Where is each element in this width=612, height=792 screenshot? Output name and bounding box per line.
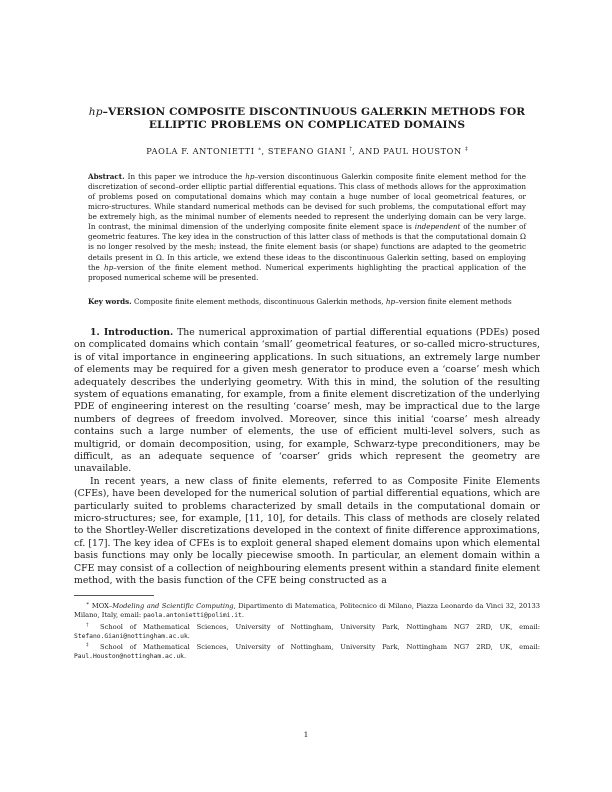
keywords-hp: hp xyxy=(385,296,396,306)
footnote-2-text: School of Mathematical Sciences, University of Nottingham, University Park, Nottingham NG7 2RD, UK, email: xyxy=(100,623,540,632)
footnote-2-end: . xyxy=(187,631,190,640)
footnote-1-email[interactable]: paola.antonietti@polimi.it xyxy=(143,612,242,620)
author-and: AND xyxy=(358,145,381,156)
footnote-2-email[interactable]: Stefano.Giani@nottingham.ac.uk xyxy=(74,632,188,640)
footnote-1-em: Modeling and Scientific Computing xyxy=(112,602,234,611)
paper-page xyxy=(74,106,540,662)
footnote-1-text-b: , Dipartimento di Matematica, Politecnico di Milano, Piazza Leonardo da Vinci 32, 20133 Milano, Italy, email: xyxy=(74,602,541,620)
abstract-text-2: –version discontinuous Galerkin composite finite element method for the discretization of second–order elliptic partial differential equations. This class of methods allows for the approximation of problems posed on computational domains which may contain a huge number of local geometrical features, or micro-structures. While standard numerical methods can be devised for such problems, the computational effort may be extremely high, as the minimal number of elements needed to represent the underlying domain can be very large. In contrast, the minimal dimension of the underlying composite finite element space is xyxy=(88,171,526,232)
keywords xyxy=(74,297,540,307)
abstract-label: Abstract. xyxy=(88,171,125,181)
footnote-3-email[interactable]: Paul.Houston@nottingham.ac.uk xyxy=(74,653,184,661)
page-number: 1 xyxy=(303,730,309,739)
intro-paragraph-2 xyxy=(74,476,540,588)
abstract-hp-1: hp xyxy=(245,171,255,181)
footnote-1 xyxy=(74,600,540,620)
abstract-independent: independent xyxy=(414,222,461,232)
abstract xyxy=(74,172,540,283)
keywords-label: Key words. xyxy=(88,296,132,306)
intro-text-1: The numerical approximation of partial differential equations (PDEs) posed on complicated domains which contain ‘small’ geometrical features, or so-called micro-structures, is of vital importance in engineering applications. In such situations, an extremely large number of elements may be required for a given mesh generator to produce even a ‘coarse’ mesh which adequately describes the underlying geometry. With this in mind, the solution of the resulting system of equations emanating, for example, from a finite element discretization of the underlying PDE of engineering interest on the resulting ‘coarse’ mesh, may be impractical due to the large numbers of degrees of freedom involved. Moreover, since this initial ‘coarse’ mesh already contains such a large number of elements, the use of efficient multi-level solvers, such as multigrid, or domain decomposition, using, for example, Schwarz-type preconditioners, may be difficult, as an adequate sequence of ‘coarser’ grids which represent the geometry are unavailable. xyxy=(74,326,540,475)
footnote-2-mark: † xyxy=(86,621,94,628)
footnote-2 xyxy=(74,621,540,641)
abstract-text-3: of the number of geometric features. The key idea in the construction of this latter class of methods is that the computational domain Ω is no longer resolved by the mesh; instead, the finite element basis (or shape) functions are adapted to the geometric details present in Ω. In this article, we extend these ideas to the discontinuous Galerkin setting, based on employing the xyxy=(88,222,526,272)
author-mark-3: ‡ xyxy=(464,146,468,153)
author-mark-1: ∗ xyxy=(257,146,262,153)
author-mark-2: † xyxy=(349,146,353,153)
author-houston: PAUL HOUSTON xyxy=(383,145,462,156)
section-heading-introduction: 1. Introduction. xyxy=(90,326,174,338)
author-giani: STEFANO GIANI xyxy=(267,145,347,156)
keywords-text-1: Composite finite element methods, discontinuous Galerkin methods, xyxy=(133,296,384,306)
author-list: PAOLA F. ANTONIETTI ∗, STEFANO GIANI †, AND PAUL HOUSTON ‡ xyxy=(146,145,468,156)
footnote-3-end: . xyxy=(183,652,187,661)
abstract-text-4: –version of the finite element method. Numerical experiments highlighting the practical application of the proposed numerical scheme will be presented. xyxy=(88,262,526,282)
footnote-1-end: . xyxy=(241,611,244,620)
author-antonietti: PAOLA F. ANTONIETTI xyxy=(146,145,255,156)
footnote-3 xyxy=(74,641,540,661)
footnote-1-mark: ∗ xyxy=(86,601,90,608)
footnote-3-mark: ‡ xyxy=(86,642,94,649)
footnote-3-text: School of Mathematical Sciences, University of Nottingham, University Park, Nottingham NG7 2RD, UK, email: xyxy=(100,643,540,652)
paper-title xyxy=(74,106,540,133)
title-text: –VERSION COMPOSITE DISCONTINUOUS GALERKIN METHODS FOR ELLIPTIC PROBLEMS ON COMPLICATED DOMAINS xyxy=(102,106,526,132)
intro-text-2: In recent years, a new class of finite elements, referred to as Composite Finite Elements (CFEs), have been developed for the numerical solution of partial differential equations, which are particularly suited to problems characterized by small details in the computational domain or micro-structures; see, for example, [11, 10], for details. This class of methods are closely related to the Shortley-Weller discretizations developed in the context of finite difference approximations, cf. [17]. The key idea of CFEs is to exploit general shaped element domains upon which elemental basis functions may only be locally piecewise smooth. In particular, an element domain within a CFE may consist of a collection of neighbouring elements present within a standard finite element method, with the basis function of the CFE being constructed as a xyxy=(74,475,540,587)
footnote-rule xyxy=(74,595,154,596)
keywords-text-2: –version finite element methods xyxy=(395,296,512,306)
title-hp: hp xyxy=(88,106,103,118)
intro-paragraph-1 xyxy=(74,327,540,476)
footnote-1-text-a: MOX– xyxy=(91,602,113,611)
abstract-text-1: In this paper we introduce the xyxy=(127,171,243,181)
abstract-hp-2: hp xyxy=(103,262,114,272)
